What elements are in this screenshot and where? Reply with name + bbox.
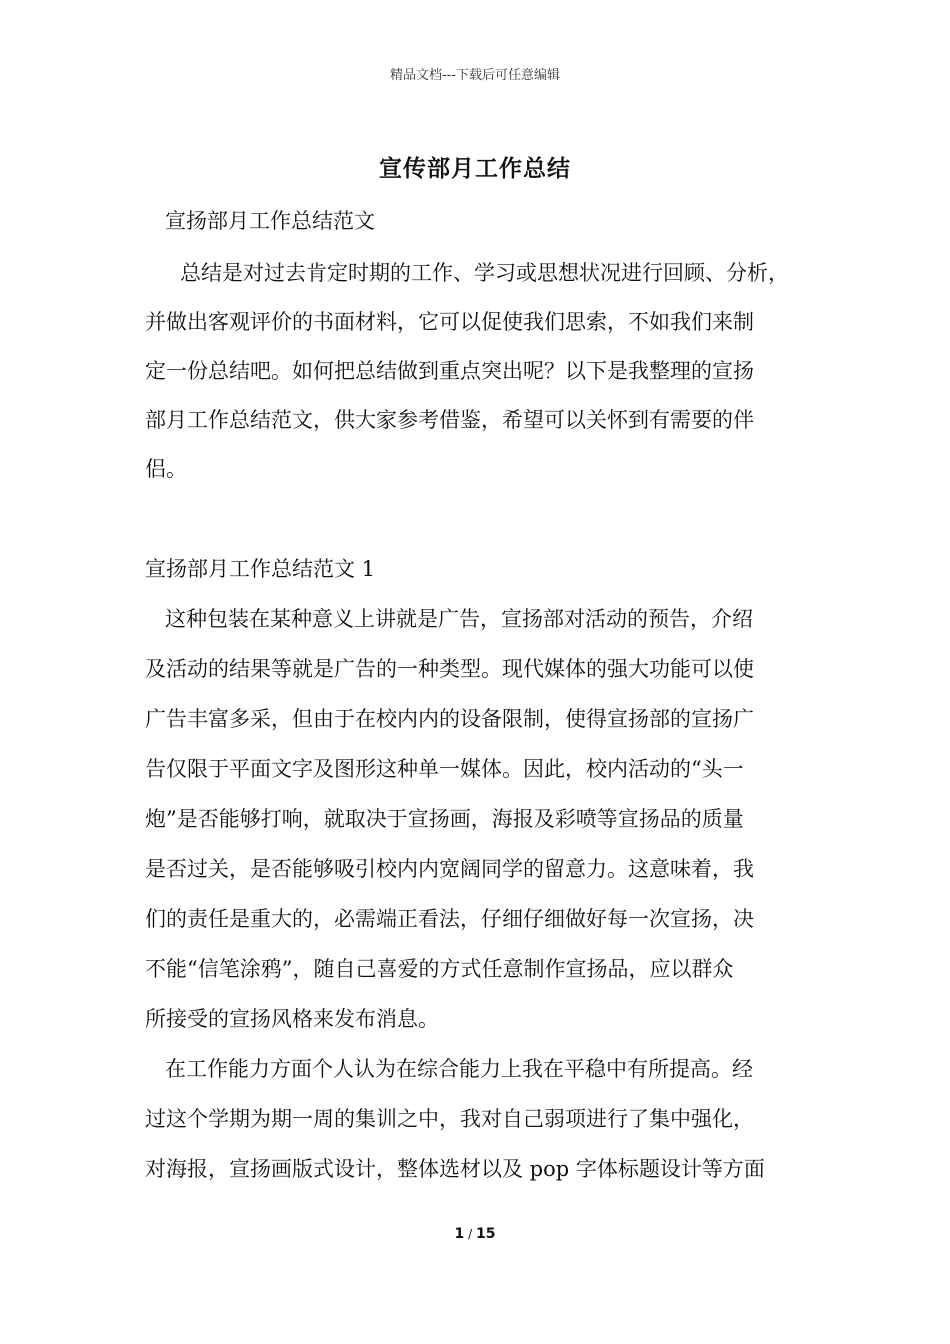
intro-line-5: 侣。 <box>145 457 187 481</box>
page-number <box>0 1226 950 1242</box>
intro-line-1: 总结是对过去肯定时期的工作、学习或思想状况进行回顾、分析， <box>180 261 789 285</box>
document-title: 宣传部月工作总结 <box>379 155 571 182</box>
intro-line-3: 定一份总结吧。如何把总结做到重点突出呢？以下是我整理的宣扬 <box>145 359 754 383</box>
paragraph-1-line-6: 是否过关，是否能够吸引校内内宽阔同学的留意力。这意味着，我 <box>145 857 754 881</box>
paragraph-1-line-4: 告仅限于平面文字及图形这种单一媒体。因此，校内活动的“头一 <box>145 757 744 781</box>
page-current: 1 <box>454 1226 465 1242</box>
paragraph-1-line-8: 不能“信笔涂鸦”，随自己喜爱的方式任意制作宣扬品，应以群众 <box>145 957 734 981</box>
subtitle-line: 宣扬部月工作总结范文 <box>165 209 375 233</box>
paragraph-1-line-3: 广告丰富多采，但由于在校内内的设备限制，使得宣扬部的宣扬广 <box>145 707 754 731</box>
paragraph-1-line-9: 所接受的宣扬风格来发布消息。 <box>145 1007 439 1031</box>
paragraph-1-line-7: 们的责任是重大的，必需端正看法，仔细仔细做好每一次宣扬，决 <box>145 907 754 931</box>
page-total: 15 <box>475 1226 496 1242</box>
intro-line-2: 并做出客观评价的书面材料，它可以促使我们思索，不如我们来制 <box>145 310 754 334</box>
section-heading: 宣扬部月工作总结范文 1 <box>145 557 376 581</box>
paragraph-2-line-1: 在工作能力方面个人认为在综合能力上我在平稳中有所提高。经 <box>165 1057 753 1081</box>
page-separator: / <box>464 1227 476 1241</box>
paragraph-1-line-2: 及活动的结果等就是广告的一种类型。现代媒体的强大功能可以使 <box>145 657 754 681</box>
page-header: 精品文档---下载后可任意编辑 <box>389 68 561 83</box>
paragraph-1-line-5: 炮”是否能够打响，就取决于宣扬画，海报及彩喷等宣扬品的质量 <box>145 807 744 831</box>
paragraph-2-line-2: 过这个学期为期一周的集训之中，我对自己弱项进行了集中强化， <box>145 1107 754 1131</box>
paragraph-2-line-3: 对海报，宣扬画版式设计，整体选材以及 pop 字体标题设计等方面 <box>145 1157 765 1181</box>
paragraph-1-line-1: 这种包装在某种意义上讲就是广告，宣扬部对活动的预告，介绍 <box>165 607 753 631</box>
intro-line-4: 部月工作总结范文，供大家参考借鉴，希望可以关怀到有需要的伴 <box>145 408 754 432</box>
